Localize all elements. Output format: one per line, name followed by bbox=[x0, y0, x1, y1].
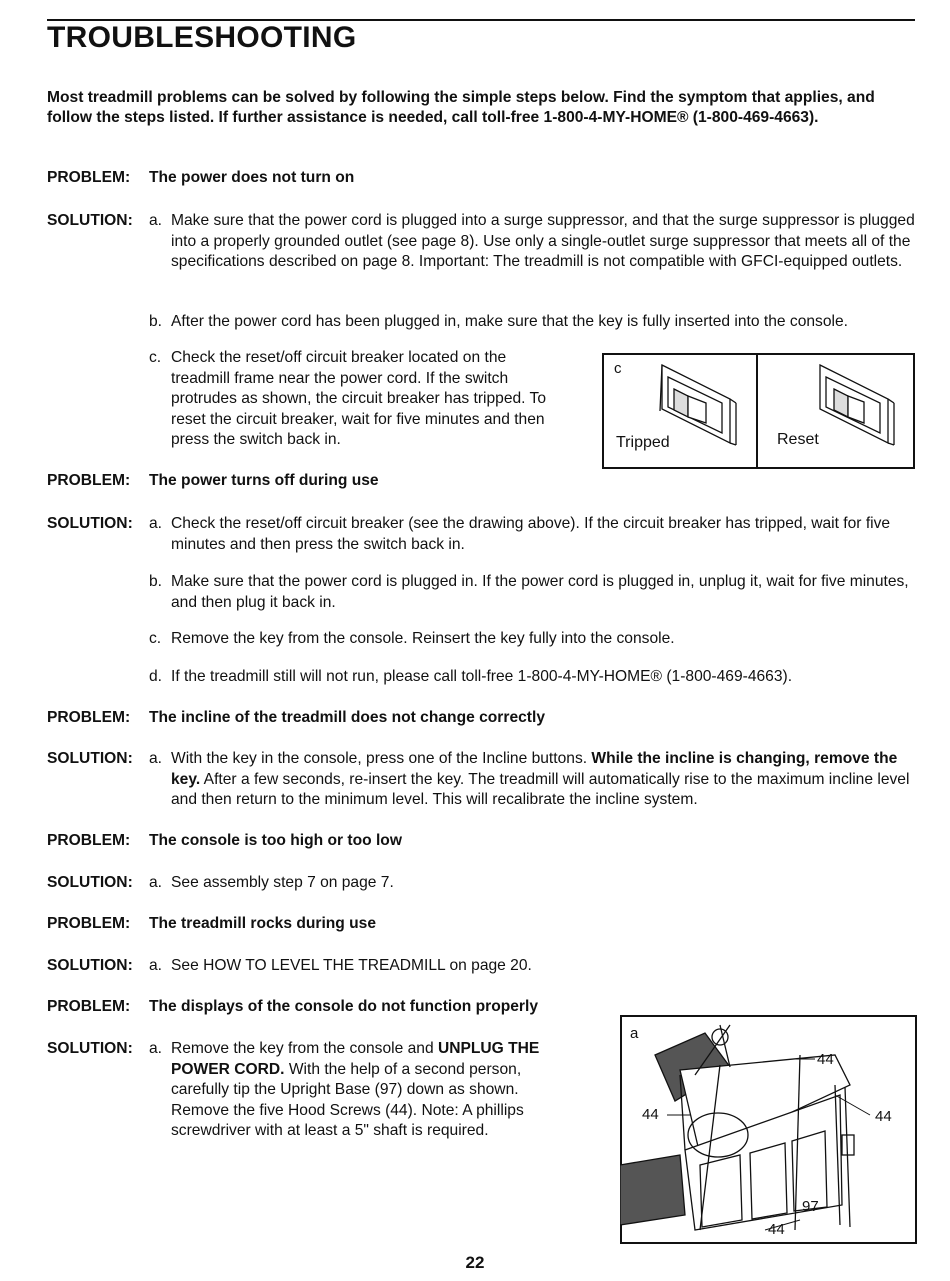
callout-label: 97 bbox=[802, 1198, 819, 1215]
figure-c-letter: c bbox=[614, 360, 622, 377]
problem-title: The incline of the treadmill does not change correctly bbox=[149, 709, 545, 726]
solution-label: SOLUTION: bbox=[47, 750, 133, 767]
callout-label: 44 bbox=[875, 1108, 892, 1125]
step-marker: a. bbox=[149, 874, 163, 891]
step-text: With the key in the console, press one of the Incline buttons. While the incline is changing, remove the key. After a few seconds, re-insert the key. The treadmill will automatically rise to the maximum incline level and then return to the minimum level. This will recalibrate the incline system. bbox=[171, 750, 910, 808]
step-marker: b. bbox=[149, 573, 163, 590]
tripped-caption: Tripped bbox=[616, 434, 670, 451]
step-marker: d. bbox=[149, 668, 163, 685]
problem-label: PROBLEM: bbox=[47, 472, 131, 489]
step-text: Make sure that the power cord is plugged in. If the power cord is plugged in, unplug it, wait for five minutes, and then plug it back in. bbox=[171, 573, 909, 611]
step-marker: a. bbox=[149, 515, 163, 532]
step-marker: a. bbox=[149, 750, 163, 767]
step-marker: a. bbox=[149, 957, 163, 974]
step-text: See HOW TO LEVEL THE TREADMILL on page 20. bbox=[171, 957, 532, 974]
step-marker: a. bbox=[149, 212, 163, 229]
step-text: If the treadmill still will not run, please call toll-free 1-800-4-MY-HOME® (1-800-469-4663). bbox=[171, 668, 793, 685]
step-text: Check the reset/off circuit breaker (see the drawing above). If the circuit breaker has tripped, wait for five minutes and then press the switch back in. bbox=[171, 515, 891, 553]
problem-label: PROBLEM: bbox=[47, 832, 131, 849]
page-title: TROUBLESHOOTING bbox=[47, 21, 357, 54]
problem-label: PROBLEM: bbox=[47, 915, 131, 932]
upright-base-figure bbox=[620, 1015, 917, 1244]
step-marker: c. bbox=[149, 349, 162, 366]
reset-caption: Reset bbox=[777, 431, 819, 448]
problem-title: The console is too high or too low bbox=[149, 832, 402, 849]
step-marker: b. bbox=[149, 313, 163, 330]
figure-a-letter: a bbox=[630, 1025, 639, 1042]
step-text: Make sure that the power cord is plugged into a surge suppressor, and that the surge suppressor is plugged into a properly grounded outlet (see page 8). Use only a single-outlet surge suppressor that meets all of the specifications described on page 8. Important: The treadmill is not compatible with GFCI-equipped outlets. bbox=[171, 212, 915, 270]
solution-label: SOLUTION: bbox=[47, 874, 133, 891]
callout-label: 44 bbox=[642, 1106, 659, 1123]
step-marker: a. bbox=[149, 1040, 163, 1057]
intro-paragraph: Most treadmill problems can be solved by following the simple steps below. Find the symptom that applies, and follow the steps listed. If further assistance is needed, call toll-free 1-800-4-MY-HOME® (1-800-469-4663). bbox=[47, 89, 875, 126]
circuit-breaker-figure bbox=[602, 353, 915, 469]
step-text: Check the reset/off circuit breaker located on the treadmill frame near the power cord. If the switch protrudes as shown, the circuit breaker has tripped. To reset the circuit breaker, wait for five minutes and then press the switch back in. bbox=[171, 349, 547, 448]
step-text: Remove the key from the console. Reinsert the key fully into the console. bbox=[171, 630, 675, 647]
step-text: See assembly step 7 on page 7. bbox=[171, 874, 394, 891]
solution-label: SOLUTION: bbox=[47, 957, 133, 974]
step-text: Remove the key from the console and UNPLUG THE POWER CORD. With the help of a second person, carefully tip the Upright Base (97) down as shown. Remove the five Hood Screws (44). Note: A phillips screwdriver with at least a 5" shaft is required. bbox=[171, 1040, 540, 1139]
solution-label: SOLUTION: bbox=[47, 212, 133, 229]
problem-title: The power does not turn on bbox=[149, 169, 355, 186]
callout-label: 44 bbox=[768, 1221, 785, 1238]
solution-label: SOLUTION: bbox=[47, 1040, 133, 1057]
problem-title: The power turns off during use bbox=[149, 472, 379, 489]
step-text: After the power cord has been plugged in, make sure that the key is fully inserted into the console. bbox=[171, 313, 848, 330]
problem-label: PROBLEM: bbox=[47, 169, 131, 186]
problem-label: PROBLEM: bbox=[47, 709, 131, 726]
page-number: 22 bbox=[465, 1253, 485, 1272]
solution-label: SOLUTION: bbox=[47, 515, 133, 532]
step-marker: c. bbox=[149, 630, 162, 647]
problem-title: The displays of the console do not function properly bbox=[149, 998, 538, 1015]
callout-label: 44 bbox=[817, 1051, 834, 1068]
problem-title: The treadmill rocks during use bbox=[149, 915, 377, 932]
problem-label: PROBLEM: bbox=[47, 998, 131, 1015]
